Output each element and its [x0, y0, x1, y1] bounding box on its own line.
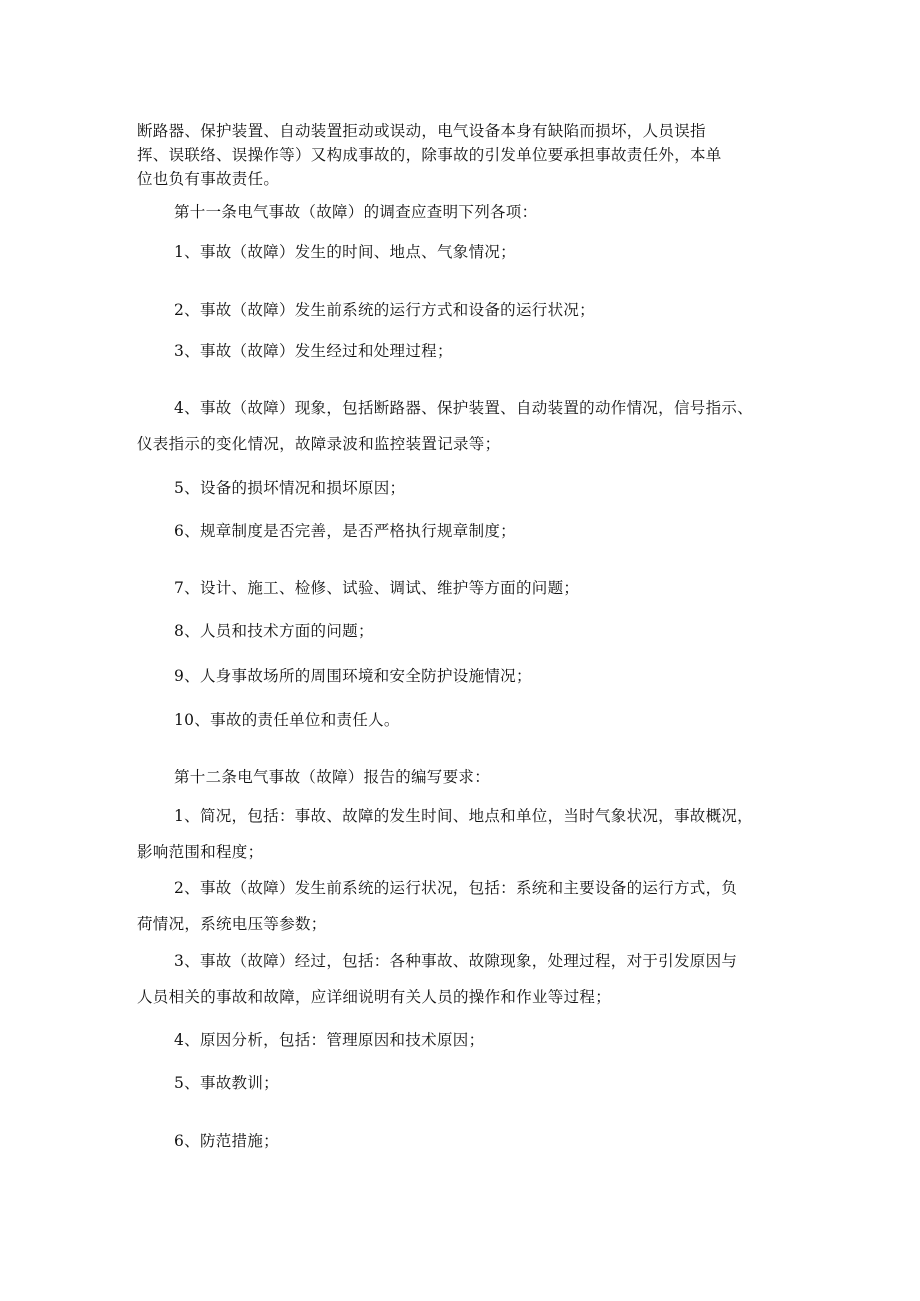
article-12-item: 2、事故（故障）发生前系统的运行状况，包括：系统和主要设备的运行方式，负 [174, 879, 738, 897]
article-12-item: 5、事故教训； [174, 1074, 279, 1092]
article-12-item: 3、事故（故障）经过，包括：各种事故、故隙现象，处理过程，对于引发原因与 [174, 952, 738, 970]
article-11-item: 2、事故（故障）发生前系统的运行方式和设备的运行状况； [174, 301, 595, 319]
article-12-item-continued: 人员相关的事故和故障，应详细说明有关人员的操作和作业等过程； [137, 988, 612, 1006]
article-11-item: 6、规章制度是否完善，是否严格执行规章制度； [174, 522, 516, 540]
intro-line: 位也负有事故责任。 [137, 170, 280, 188]
article-11-item: 1、事故（故障）发生的时间、地点、气象情况； [174, 243, 516, 261]
article-12-item-continued: 荷情况，系统电压等参数； [137, 915, 327, 933]
article-11-item: 5、设备的损坏情况和损坏原因； [174, 479, 406, 497]
article-11-heading: 第十一条电气事故（故障）的调查应查明下列各项： [174, 203, 538, 221]
article-12-heading: 第十二条电气事故（故障）报告的编写要求： [174, 768, 491, 786]
article-12-item: 4、原因分析，包括：管理原因和技术原因； [174, 1031, 485, 1049]
article-12-item: 6、防范措施； [174, 1132, 279, 1150]
intro-line: 挥、误联络、误操作等）又构成事故的，除事故的引发单位要承担事故责任外，本单 [137, 146, 722, 164]
article-11-item: 8、人员和技术方面的问题； [174, 622, 374, 640]
article-11-item-continued: 仪表指示的变化情况，故障录波和监控装置记录等； [137, 435, 501, 453]
intro-line: 断路器、保护装置、自动装置拒动或误动，电气设备本身有缺陷而损坏，人员误指 [137, 122, 706, 140]
article-11-item: 9、人身事故场所的周围环境和安全防护设施情况； [174, 667, 532, 685]
article-11-item: 10、事故的责任单位和责任人。 [174, 711, 400, 729]
article-11-item: 4、事故（故障）现象，包括断路器、保护装置、自动装置的动作情况，信号指示、 [174, 399, 753, 417]
article-11-item: 7、设计、施工、检修、试验、调试、维护等方面的问题； [174, 579, 580, 597]
article-11-item: 3、事故（故障）发生经过和处理过程； [174, 342, 453, 360]
article-12-item: 1、简况，包括：事故、故障的发生时间、地点和单位，当时气象状况，事故概况， [174, 807, 753, 825]
article-12-item-continued: 影响范围和程度； [137, 843, 264, 861]
